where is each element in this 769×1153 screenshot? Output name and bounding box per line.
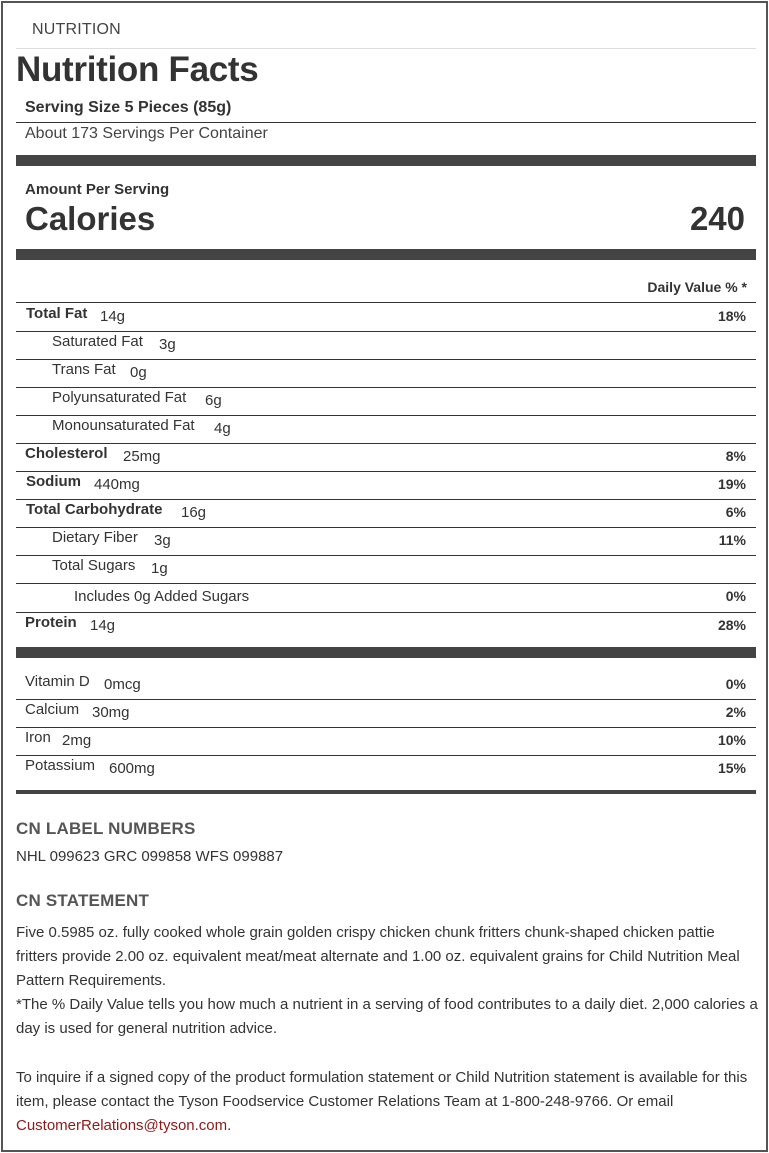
section-tag-divider: [16, 48, 756, 49]
cn-statement-heading: CN STATEMENT: [16, 891, 150, 910]
nutrient-amount: 1g: [151, 560, 168, 577]
daily-value-header: Daily Value % *: [647, 279, 747, 295]
nutrient-amount: 440mg: [94, 476, 140, 493]
vitamin-name: Iron: [25, 729, 51, 746]
nutrient-row-total-carbohydrate: [16, 500, 756, 528]
cn-label-heading: CN LABEL NUMBERS: [16, 819, 196, 838]
nutrient-row-total-sugars: [16, 556, 756, 584]
vitamin-row-vitamin-d: [16, 672, 756, 700]
nutrient-amount: 4g: [214, 420, 231, 437]
nutrient-row-trans-fat: [16, 360, 756, 388]
nutrient-row-polyunsaturated-fat: [16, 388, 756, 416]
vitamin-name: Potassium: [25, 757, 96, 774]
vitamin-amount: 2mg: [62, 732, 92, 749]
vitamin-amount: 30mg: [92, 704, 130, 721]
nutrient-daily-value: 0%: [725, 588, 746, 604]
nutrient-row-dietary-fiber: [16, 528, 756, 556]
vitamin-amount: 0mcg: [104, 676, 141, 693]
nutrient-daily-value: 18%: [717, 308, 746, 324]
nutrient-amount: 6g: [205, 392, 222, 409]
vitamin-daily-value: 0%: [725, 676, 746, 692]
customer-relations-email-link[interactable]: CustomerRelations@tyson.com: [16, 1117, 228, 1134]
servings-per-container: About 173 Servings Per Container: [25, 125, 268, 142]
nutrient-daily-value: 28%: [717, 617, 746, 633]
nutrient-row-added-sugars: [16, 584, 756, 613]
nutrient-name: Sodium: [26, 473, 81, 490]
nutrient-name: Trans Fat: [52, 361, 116, 378]
nutrient-name: Protein: [25, 614, 77, 631]
divider: [16, 122, 756, 123]
nutrient-amount: 0g: [130, 364, 147, 381]
thick-divider: [16, 647, 756, 658]
nutrient-row-sodium: [16, 472, 756, 500]
calories-label: Calories: [25, 200, 156, 237]
nutrient-name: Polyunsaturated Fat: [52, 389, 187, 406]
nutrient-amount: 25mg: [123, 448, 161, 465]
nutrient-name: Cholesterol: [25, 445, 108, 462]
daily-value-footnote: *The % Daily Value tells you how much a nutrient in a serving of food contributes to a daily diet. 2,000 calories a day is used for general nutrition advice.: [16, 996, 758, 1037]
thick-divider: [16, 249, 756, 260]
nutrient-row-monounsaturated-fat: [16, 416, 756, 444]
vitamin-name: Vitamin D: [25, 673, 90, 690]
vitamin-row-calcium: [16, 700, 756, 728]
nutrition-facts-title: Nutrition Facts: [16, 50, 259, 89]
nutrient-amount: 14g: [100, 308, 126, 325]
vitamin-row-potassium: [16, 756, 756, 784]
section-tag: NUTRITION: [32, 21, 121, 38]
nutrient-name: Total Carbohydrate: [26, 501, 163, 518]
vitamin-amount: 600mg: [109, 760, 155, 777]
nutrient-name: Total Fat: [26, 305, 88, 322]
nutrient-daily-value: 6%: [725, 504, 746, 520]
nutrient-amount: 14g: [90, 617, 116, 634]
nutrient-row-total-fat: [16, 304, 756, 332]
thick-divider: [16, 155, 756, 166]
inquiry-end: .: [227, 1117, 232, 1134]
inquiry-paragraph: [16, 1066, 760, 1138]
vitamin-daily-value: 2%: [725, 704, 746, 720]
vitamin-daily-value: 15%: [717, 760, 746, 776]
nutrient-amount: 3g: [159, 336, 176, 353]
nutrient-daily-value: 19%: [717, 476, 746, 492]
nutrient-name: Saturated Fat: [52, 333, 143, 350]
vitamin-row-iron: [16, 728, 756, 756]
nutrient-name: Total Sugars: [52, 557, 136, 574]
amount-per-serving: Amount Per Serving: [25, 181, 170, 198]
vitamin-daily-value: 10%: [717, 732, 746, 748]
nutrient-name: Dietary Fiber: [52, 529, 138, 546]
nutrient-name: Includes 0g Added Sugars: [74, 588, 250, 605]
vitamin-name: Calcium: [25, 701, 80, 718]
nutrient-daily-value: 8%: [725, 448, 746, 464]
nutrient-row-saturated-fat: [16, 332, 756, 360]
inquiry-text: To inquire if a signed copy of the product formulation statement or Child Nutrition statement is available for this item, please contact the Tyson Foodservice Customer Relations Team at 1-800-248-9766. Or email: [16, 1069, 748, 1110]
nutrient-amount: 16g: [181, 504, 207, 521]
nutrient-name: Monounsaturated Fat: [52, 417, 195, 434]
calories-value: 240: [689, 200, 745, 237]
serving-size: Serving Size 5 Pieces (85g): [25, 99, 232, 116]
nutrient-amount: 3g: [154, 532, 171, 549]
divider: [16, 302, 756, 303]
nutrient-daily-value: 11%: [718, 532, 746, 548]
cn-statement-text: Five 0.5985 oz. fully cooked whole grain golden crispy chicken chunk fritters chunk-shaped chicken pattie fritters provide 2.00 oz. equivalent meat/meat alternate and 1.00 oz. equivalent grains for Child Nutrition Meal Pattern Requirements.: [16, 924, 740, 989]
nutrient-row-protein: [16, 613, 756, 641]
cn-label-numbers: NHL 099623 GRC 099858 WFS 099887: [16, 848, 284, 865]
bottom-divider: [16, 790, 756, 794]
nutrient-row-cholesterol: [16, 444, 756, 472]
